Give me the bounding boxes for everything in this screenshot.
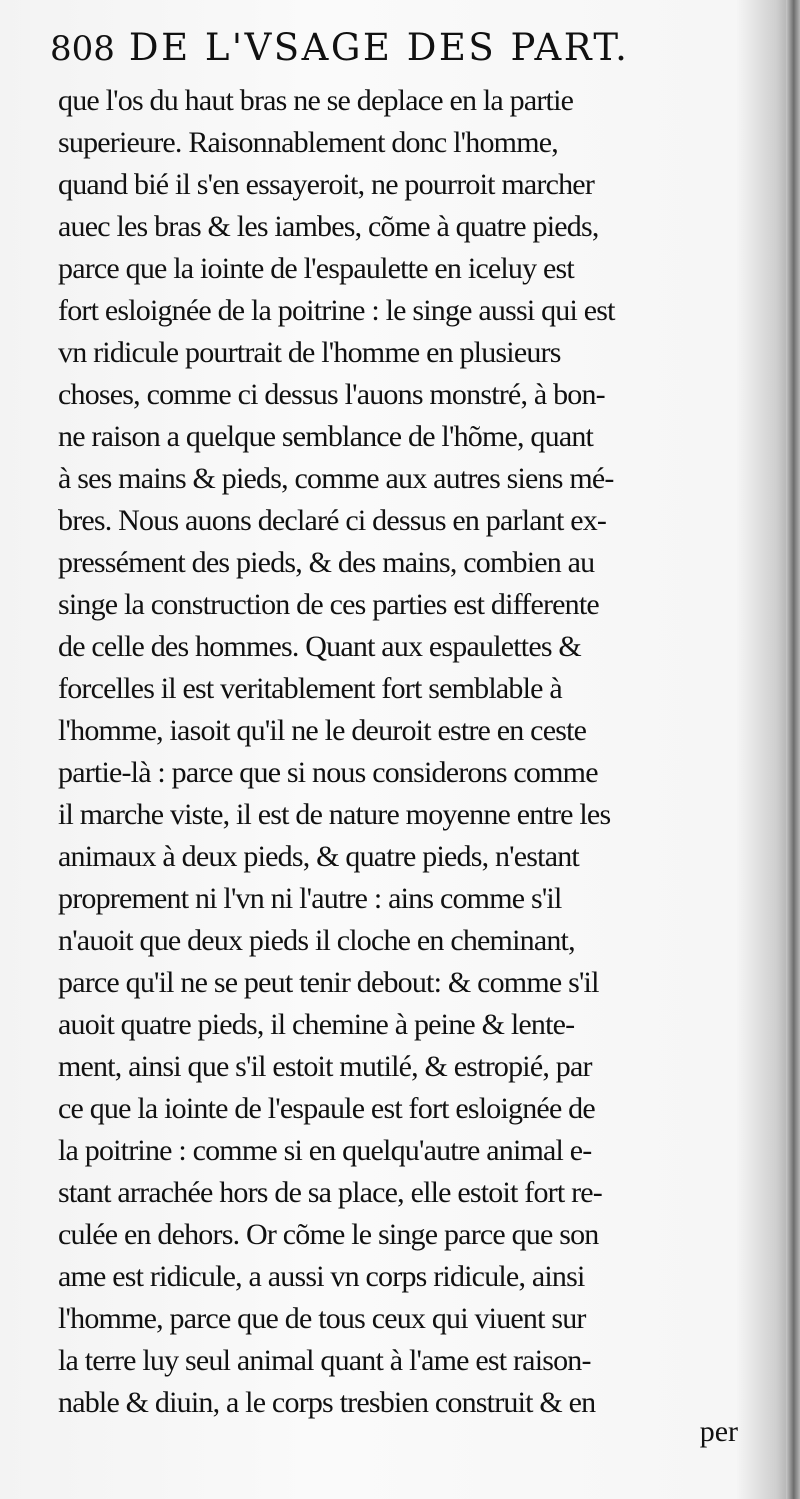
catchword: per	[699, 1415, 738, 1448]
text-line: la terre luy seul animal quant à l'ame est raison-	[58, 1344, 591, 1377]
text-line: de celle des hommes. Quant aux espaulettes &	[58, 630, 581, 663]
text-line: stant arrachée hors de sa place, elle estoit fort re-	[58, 1176, 602, 1209]
text-line: forcelles il est veritablement fort semblable à	[58, 672, 562, 705]
text-line: superieure. Raisonnablement donc l'homme,	[58, 126, 558, 159]
text-line: vn ridicule pourtrait de l'homme en plusieurs	[58, 336, 561, 369]
running-head	[50, 26, 750, 70]
text-line: bres. Nous auons declaré ci dessus en parlant ex-	[58, 504, 607, 537]
text-line: proprement ni l'vn ni l'autre : ains comme s'il	[58, 882, 562, 915]
page-number: 808	[50, 29, 115, 69]
text-line: animaux à deux pieds, & quatre pieds, n'estant	[58, 840, 579, 873]
text-line: pressément des pieds, & des mains, combien au	[58, 546, 595, 579]
running-title: DE L'VSAGE DES PART.	[128, 26, 630, 69]
text-line: l'homme, parce que de tous ceux qui viuent sur	[58, 1302, 586, 1335]
body-text	[58, 80, 748, 1424]
page-edge-shadow	[786, 0, 800, 1499]
text-line: parce qu'il ne se peut tenir debout: & comme s'il	[58, 966, 599, 999]
text-line: choses, comme ci dessus l'auons monstré, à bon-	[58, 378, 605, 411]
text-line: partie-là : parce que si nous considerons comme	[58, 756, 598, 789]
text-line: auec les bras & les iambes, cõme à quatre pieds,	[58, 210, 599, 243]
text-line: n'auoit que deux pieds il cloche en cheminant,	[58, 924, 575, 957]
text-line: ce que la iointe de l'espaule est fort esloignée de	[58, 1092, 595, 1125]
text-line: nable & diuin, a le corps tresbien construit & en	[58, 1386, 596, 1419]
text-line: quand bié il s'en essayeroit, ne pourroit marcher	[58, 168, 595, 201]
text-line: ame est ridicule, a aussi vn corps ridicule, ainsi	[58, 1260, 585, 1293]
text-line: parce que la iointe de l'espaulette en iceluy est	[58, 252, 574, 285]
text-line: la poitrine : comme si en quelqu'autre animal e-	[58, 1134, 592, 1167]
text-line: que l'os du haut bras ne se deplace en la partie	[58, 84, 574, 117]
text-line: fort esloignée de la poitrine : le singe aussi qui est	[58, 294, 615, 327]
text-line: ne raison a quelque semblance de l'hõme, quant	[58, 420, 594, 453]
text-line: il marche viste, il est de nature moyenne entre les	[58, 798, 611, 831]
text-line: culée en dehors. Or cõme le singe parce que son	[58, 1218, 599, 1251]
text-line: auoit quatre pieds, il chemine à peine & lente-	[58, 1008, 575, 1041]
text-line: l'homme, iasoit qu'il ne le deuroit estre en ceste	[58, 714, 587, 747]
text-line: à ses mains & pieds, comme aux autres siens mé-	[58, 462, 614, 495]
text-line: singe la construction de ces parties est differente	[58, 588, 599, 621]
text-line: ment, ainsi que s'il estoit mutilé, & estropié, par	[58, 1050, 592, 1083]
